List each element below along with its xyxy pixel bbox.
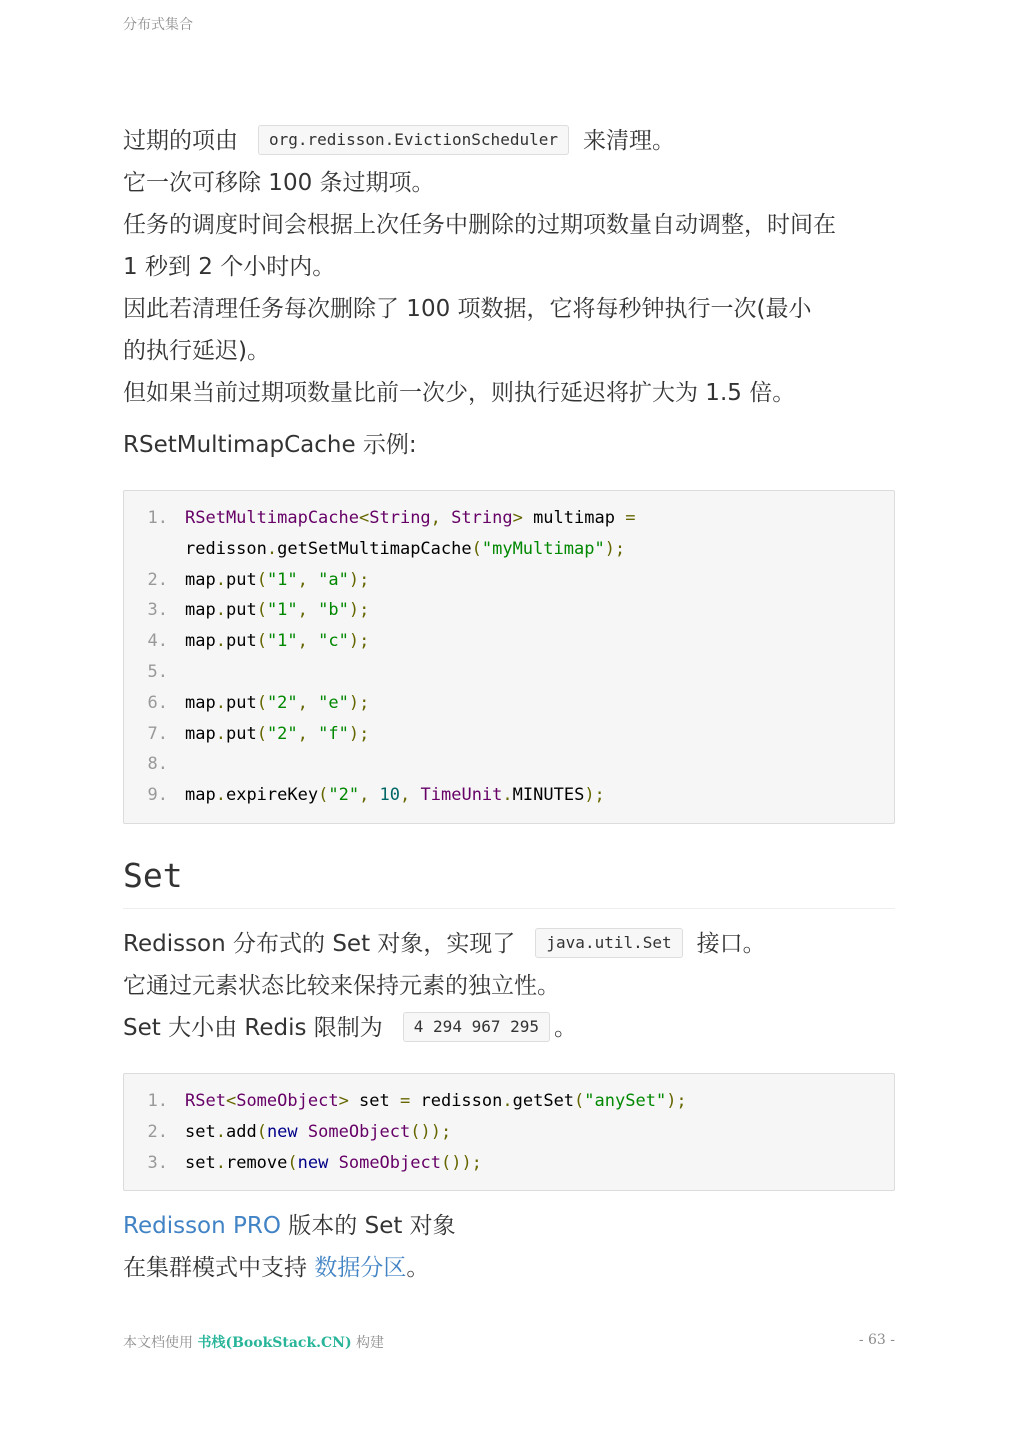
inline-code-size-limit: 4 294 967 295	[403, 1012, 550, 1042]
inline-code-java-util-set: java.util.Set	[535, 928, 682, 958]
code-text: map.put("1", "a");	[185, 569, 370, 590]
code-line	[124, 503, 894, 534]
code-block-multimap[interactable]	[123, 490, 895, 824]
code-text: map.put("1", "c");	[185, 631, 370, 652]
line-number: 3.	[147, 1152, 168, 1173]
example-label: RSetMultimapCache 示例:	[123, 432, 417, 458]
pro-note-text: 在集群模式中支持	[123, 1255, 315, 1282]
intro-line-5: 因此若清理任务每次删除了 100 项数据，它将每秒钟执行一次(最小	[123, 296, 812, 322]
code-line	[124, 1148, 894, 1179]
code-line	[124, 749, 894, 780]
line-number: 7.	[147, 723, 168, 744]
data-partitioning-link[interactable]: 数据分区	[314, 1255, 407, 1282]
code-text: set.remove(new SomeObject());	[185, 1152, 482, 1173]
code-text	[185, 657, 195, 688]
code-line	[124, 688, 894, 719]
intro-line-7: 但如果当前过期项数量比前一次少，则执行延迟将扩大为 1.5 倍。	[123, 380, 796, 406]
footer-prefix: 本文档使用	[123, 1335, 198, 1351]
code-line	[124, 719, 894, 750]
page-footer	[123, 1332, 895, 1352]
code-block-rset[interactable]	[123, 1073, 895, 1191]
page-number: - 63 -	[858, 1332, 895, 1348]
line-number: 4.	[147, 631, 168, 652]
line-number: 2.	[147, 1121, 168, 1142]
line-number: 9.	[147, 785, 168, 806]
section-heading-set: Set	[123, 856, 895, 909]
pro-note-line-2	[123, 1247, 895, 1289]
set-intro-text: Redisson 分布式的 Set 对象，实现了	[123, 930, 516, 957]
pro-note-line-1	[123, 1205, 895, 1247]
code-line	[124, 565, 894, 596]
set-intro-text: Set 大小由 Redis 限制为	[123, 1014, 383, 1041]
pro-note-text: 。	[406, 1255, 430, 1282]
code-text: redisson.getSetMultimapCache("myMultimap");	[185, 538, 626, 559]
code-line	[124, 534, 894, 565]
line-number: 6.	[147, 692, 168, 713]
code-line	[124, 657, 894, 688]
page-content	[123, 120, 895, 1289]
intro-line-2: 它一次可移除 100 条过期项。	[123, 170, 435, 196]
intro-text: 来清理。	[582, 128, 675, 154]
code-text: set.add(new SomeObject());	[185, 1121, 452, 1142]
line-number: 1.	[147, 508, 168, 528]
code-text: RSet<SomeObject> set = redisson.getSet("anySet");	[185, 1090, 687, 1111]
intro-text: 过期的项由	[123, 128, 238, 154]
line-number: 8.	[147, 754, 168, 775]
set-intro-line-2: 它通过元素状态比较来保持元素的独立性。	[123, 972, 560, 999]
line-number: 1.	[147, 1090, 168, 1111]
code-line	[124, 595, 894, 626]
pro-note-text: 版本的 Set 对象	[280, 1213, 456, 1240]
intro-line-1	[123, 120, 895, 162]
line-number: 3.	[147, 600, 168, 621]
code-line	[124, 780, 894, 811]
line-number	[124, 534, 185, 565]
code-line	[124, 1086, 894, 1117]
code-text	[185, 749, 195, 780]
running-header: 分布式集合	[123, 17, 193, 33]
intro-line-3: 任务的调度时间会根据上次任务中删除的过期项数量自动调整，时间在	[123, 212, 836, 238]
set-intro-line-3	[123, 1007, 895, 1049]
code-text: map.expireKey("2", 10, TimeUnit.MINUTES);	[185, 785, 605, 806]
code-line	[124, 626, 894, 657]
set-intro-line-1	[123, 923, 895, 965]
set-intro-text: 接口。	[696, 930, 766, 957]
code-text: map.put("2", "e");	[185, 692, 370, 713]
footer-brand-link[interactable]: 书栈(BookStack.CN)	[197, 1335, 352, 1351]
set-intro-text: 。	[554, 1014, 578, 1041]
intro-line-4: 1 秒到 2 个小时内。	[123, 254, 336, 280]
code-line	[124, 1117, 894, 1148]
line-number: 5.	[147, 661, 168, 682]
code-text: RSetMultimapCache<String, String> multimap =	[185, 508, 636, 528]
code-text: map.put("1", "b");	[185, 600, 370, 621]
redisson-pro-link[interactable]: Redisson PRO	[123, 1213, 281, 1240]
inline-code-scheduler: org.redisson.EvictionScheduler	[258, 125, 569, 155]
intro-line-6: 的执行延迟)。	[123, 338, 270, 364]
footer-suffix: 构建	[351, 1335, 385, 1351]
line-number: 2.	[147, 569, 168, 590]
code-text: map.put("2", "f");	[185, 723, 370, 744]
